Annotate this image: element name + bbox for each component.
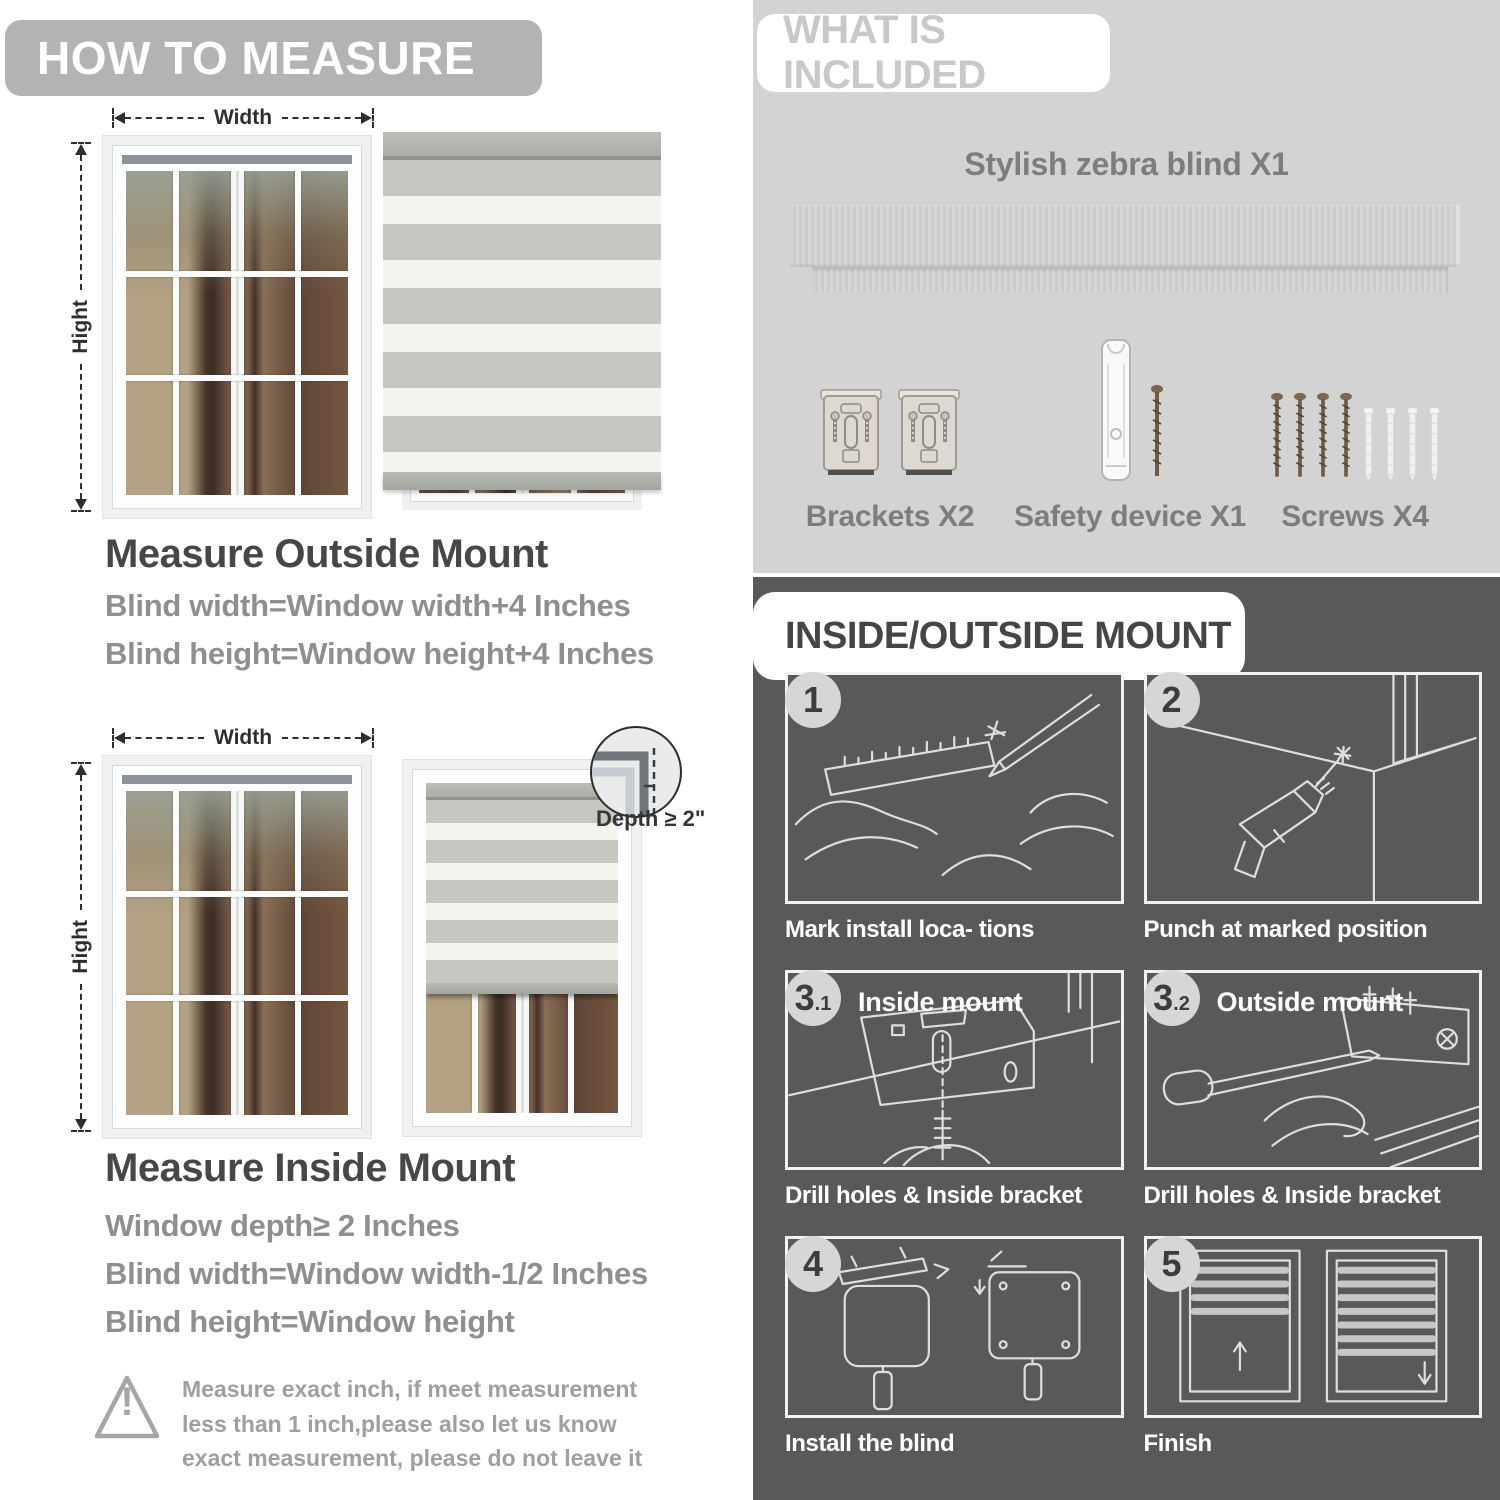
warning-triangle-icon [92, 1372, 162, 1446]
how-to-measure-title: HOW TO MEASURE [37, 32, 476, 84]
included-item-safety-device [1014, 356, 1247, 534]
wall-anchor-icon [1384, 406, 1397, 484]
outside-mount-line-1: Blind width=Window width+4 Inches [105, 588, 631, 623]
blind-headrail-product [790, 205, 1460, 267]
dimension-tick [372, 108, 374, 128]
safety-device-icons [1096, 356, 1164, 484]
step-1 [785, 672, 1124, 944]
width-label-inside: Width [213, 726, 273, 749]
inside-outside-mount-header [753, 592, 1245, 680]
arrow-down-icon [75, 1119, 87, 1130]
window-photo-inside [103, 756, 371, 1138]
height-dimension-outside [68, 142, 94, 512]
width-dimension-inside [112, 726, 374, 750]
blind-stripes [426, 800, 618, 983]
arrow-left-icon [114, 732, 125, 744]
width-label-outside: Width [213, 106, 273, 129]
screw-icons [1270, 356, 1441, 484]
blind-bottomrail [426, 983, 618, 994]
step-3-1 [785, 970, 1124, 1210]
step-3-2-panel [1144, 970, 1483, 1170]
arrow-up-icon [75, 764, 87, 775]
step-2-caption: Punch at marked position [1143, 916, 1428, 943]
step-3-1-inner-title: Inside mount [858, 987, 1023, 1017]
screw-icon [1316, 392, 1330, 484]
screw-icon [1270, 392, 1284, 484]
included-item-brackets [800, 356, 980, 534]
zebra-blind [383, 132, 661, 490]
step-number-badge: 1 [785, 672, 841, 728]
zebra-blind-outside-mount [383, 132, 661, 510]
bracket-icons [819, 356, 961, 484]
how-to-measure-header [5, 20, 542, 96]
stylish-zebra-blind-label: Stylish zebra blind X1 [964, 146, 1289, 182]
height-label-outside: Hight [69, 300, 92, 354]
outside-mount-title: Measure Outside Mount [105, 532, 548, 576]
what-is-included-header [757, 8, 1110, 97]
screws-label: Screws X4 [1281, 500, 1429, 533]
included-item-screws [1255, 356, 1455, 534]
warning-text: Measure exact inch, if meet measurement less than 1 inch,please also let us know exact measurement, please do not leave it [182, 1376, 643, 1471]
arrow-left-icon [114, 112, 125, 124]
height-label-inside: Hight [69, 920, 92, 974]
arrow-up-icon [75, 144, 87, 155]
screw-icon [1150, 384, 1164, 484]
arrow-right-icon [361, 732, 372, 744]
wall-anchor-icon [1428, 406, 1441, 484]
bracket-icon [897, 384, 961, 484]
blind-stripes [383, 160, 661, 472]
step-5 [1144, 1236, 1483, 1458]
exclamation-mark: ! [120, 1380, 134, 1424]
step-1-panel [785, 672, 1124, 904]
step-number-badge: 4 [785, 1236, 841, 1292]
step-number-badge: 3 .1 [785, 970, 841, 1026]
step-2 [1144, 672, 1483, 944]
screw-icon [1339, 392, 1353, 484]
inside-outside-mount-title: INSIDE/OUTSIDE MOUNT [785, 614, 1232, 657]
step-5-caption: Finish [1143, 1430, 1212, 1457]
step-4-caption: Install the blind [785, 1430, 955, 1457]
step-number-badge: 3 .2 [1144, 970, 1200, 1026]
height-dimension-inside [68, 762, 94, 1132]
step-3-2-caption: Drill holes & Inside bracket [1143, 1182, 1441, 1209]
safety-device-label: Safety device X1 [1014, 500, 1247, 533]
depth-label: Depth ≥ 2" [596, 806, 706, 831]
arrow-right-icon [361, 112, 372, 124]
step-3-1-caption: Drill holes & Inside bracket [785, 1182, 1082, 1209]
bracket-icon [819, 384, 883, 484]
screw-icon [1293, 392, 1307, 484]
wall-anchor-icon [1362, 406, 1375, 484]
blind-headrail [383, 132, 661, 160]
step-number-badge: 5 [1144, 1236, 1200, 1292]
blind-valance-strip [812, 267, 1448, 293]
window-top-rail [122, 155, 352, 164]
step-2-panel [1144, 672, 1483, 904]
width-dimension-outside [112, 106, 374, 130]
inside-mount-line-3: Blind height=Window height [105, 1304, 515, 1339]
brackets-label: Brackets X2 [805, 500, 975, 533]
step-3-2-inner-title: Outside mount [1216, 987, 1404, 1017]
step-3-2 [1144, 970, 1483, 1210]
inside-mount-line-2: Blind width=Window width-1/2 Inches [105, 1256, 648, 1291]
step-1-caption: Mark install loca- tions [785, 916, 1035, 943]
inside-mount-line-1: Window depth≥ 2 Inches [105, 1208, 460, 1243]
step-number-badge: 2 [1144, 672, 1200, 728]
outside-mount-line-2: Blind height=Window height+4 Inches [105, 636, 654, 671]
window-panes [126, 171, 348, 495]
installation-steps [785, 672, 1482, 1484]
step-4-panel [785, 1236, 1124, 1418]
window-photo-outside [103, 136, 371, 518]
step-4 [785, 1236, 1124, 1458]
inside-mount-title: Measure Inside Mount [105, 1146, 516, 1190]
wall-anchor-icon [1406, 406, 1419, 484]
what-is-included-title: WHAT IS INCLUDED [783, 8, 986, 97]
blind-bottomrail [383, 472, 661, 490]
step-3-1-panel [785, 970, 1124, 1170]
step-5-panel [1144, 1236, 1483, 1418]
arrow-down-icon [75, 499, 87, 510]
safety-device-icon [1096, 338, 1136, 484]
